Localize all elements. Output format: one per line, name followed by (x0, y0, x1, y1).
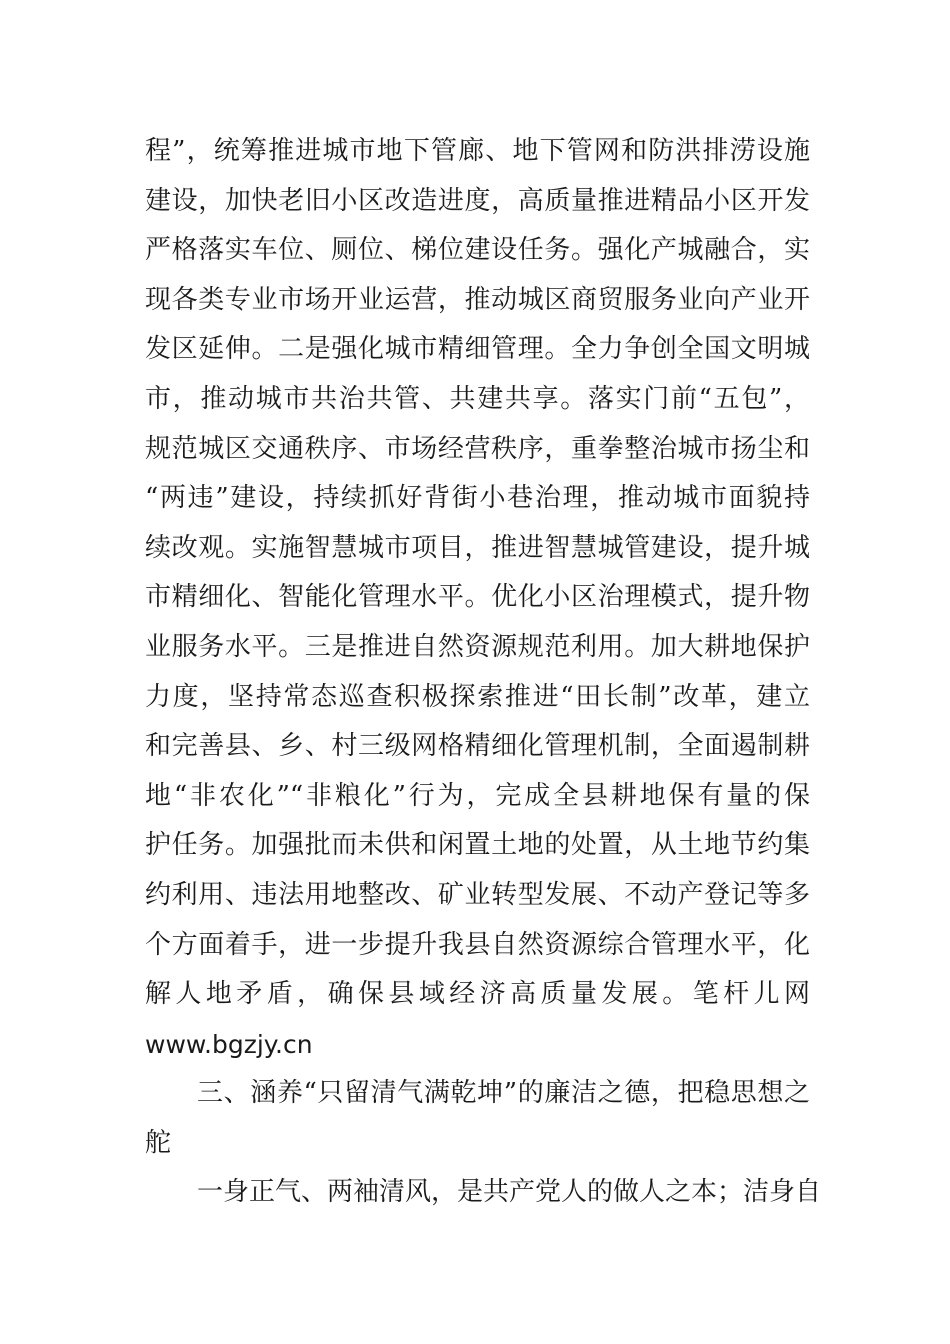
text-line: 一身正气、两袖清风，是共产党人的做人之本；洁身自 (197, 1177, 822, 1208)
body-paragraph (145, 127, 810, 1069)
heading-line: 三、涵养“只留清气满乾坤”的廉洁之德，把稳思想之 (197, 1078, 810, 1109)
document-body (145, 127, 822, 1218)
text-line: 程”，统筹推进城市地下管廊、地下管网和防洪排涝设施 (145, 136, 810, 166)
text-line: 个方面着手，进一步提升我县自然资源综合管理水平，化 (145, 929, 810, 960)
text-line: 护任务。加强批而未供和闲置土地的处置，从土地节约集 (145, 830, 810, 861)
text-line: 地“非农化”“非粮化”行为，完成全县耕地保有量的保 (145, 780, 810, 811)
text-line: 发区延伸。二是强化城市精细管理。全力争创全国文明城 (145, 334, 810, 365)
text-line: 市精细化、智能化管理水平。优化小区治理模式，提升物 (145, 582, 810, 613)
text-line: 业服务水平。三是推进自然资源规范利用。加大耕地保护 (145, 631, 810, 662)
text-line: 约利用、违法用地整改、矿业转型发展、不动产登记等多 (145, 879, 810, 910)
heading-line: 舵 (145, 1127, 172, 1158)
text-line: 市，推动城市共治共管、共建共享。落实门前“五包”， (145, 383, 810, 414)
text-line: 规范城区交通秩序、市场经营秩序，重拳整治城市扬尘和 (145, 433, 810, 464)
text-line: 建设，加快老旧小区改造进度，高质量推进精品小区开发 (145, 185, 810, 216)
text-line: 和完善县、乡、村三级网格精细化管理机制，全面遏制耕 (145, 731, 810, 762)
text-line: 现各类专业市场开业运营，推动城区商贸服务业向产业开 (145, 284, 810, 315)
text-line: “两违”建设，持续抓好背街小巷治理，推动城市面貌持 (145, 483, 810, 514)
text-line: 力度，坚持常态巡查积极探索推进“田长制”改革，建立 (145, 681, 810, 712)
website-url: www.bgzjy.cn (145, 1029, 313, 1059)
body-paragraph (145, 1168, 822, 1218)
section-heading (145, 1069, 810, 1168)
text-line: 续改观。实施智慧城市项目，推进智慧城管建设，提升城 (145, 532, 810, 563)
text-line: 解人地矛盾，确保县域经济高质量发展。笔杆儿网 (145, 979, 810, 1010)
text-line: 严格落实车位、厕位、梯位建设任务。强化产城融合，实 (145, 235, 810, 266)
